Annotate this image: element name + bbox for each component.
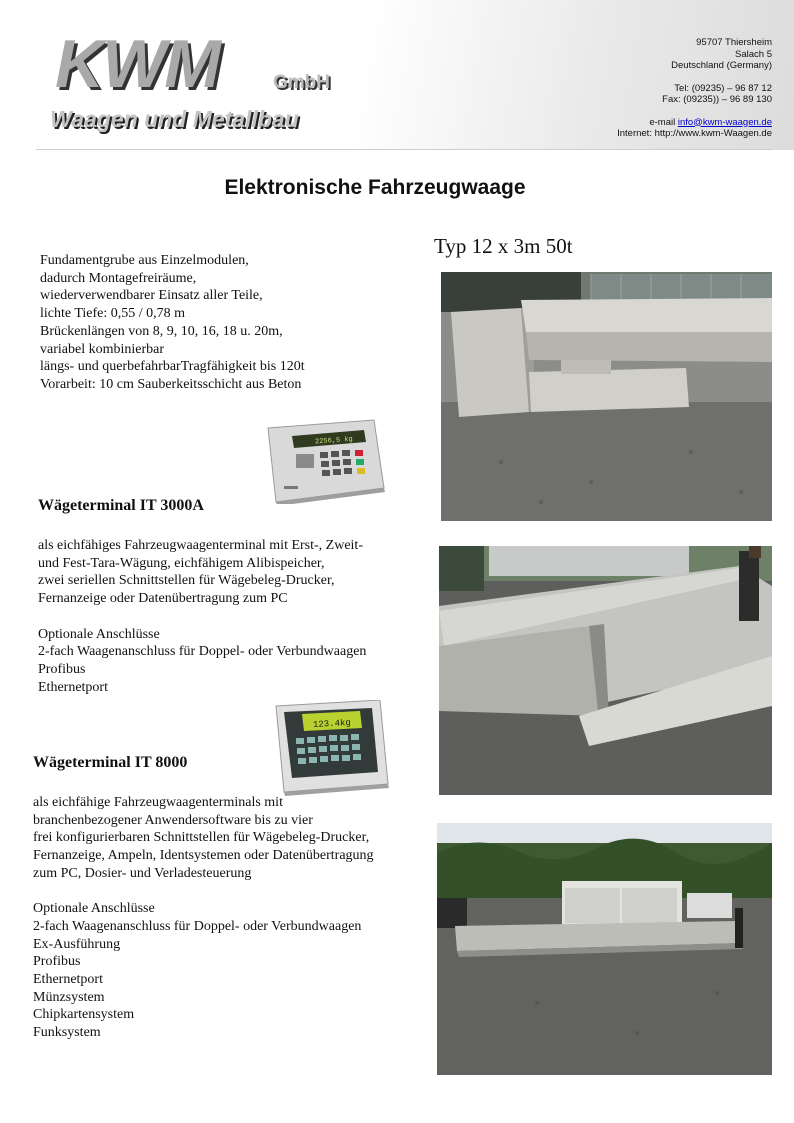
option-line: Chipkartensystem — [33, 1007, 135, 1023]
logo-kwm: KWM — [55, 26, 219, 102]
page-title: Elektronische Fahrzeugwaage — [224, 176, 526, 199]
desc-line: zwei seriellen Schnittstellen für Wägebeleg-Drucker, — [38, 573, 335, 589]
phone-line: Tel: (09235) – 96 87 12 — [674, 82, 772, 94]
options-title: Optionale Anschlüsse — [38, 626, 160, 642]
logo-gmbh: GmbH — [273, 72, 330, 93]
internet-line: Internet: http://www.kwm-Waagen.de — [617, 128, 772, 139]
option-line: 2-fach Waagenanschluss für Doppel- oder Verbundwaagen — [33, 918, 362, 934]
desc-line: und Fest-Tara-Wägung, eichfähigem Alibispeicher, — [38, 555, 325, 571]
option-line: 2-fach Waagenanschluss für Doppel- oder Verbundwaagen — [38, 644, 367, 660]
desc-line: Fernanzeige, Ampeln, Identsystemen oder Datenübertragung — [33, 848, 374, 864]
features-list — [40, 252, 305, 394]
photo-full-scale — [437, 823, 772, 1075]
terminal-display-text: 123.4kg — [312, 718, 352, 730]
feature-line: längs- und querbefahrbarTragfähigkeit bis 120t — [40, 359, 305, 375]
options-title: Optionale Anschlüsse — [33, 901, 155, 917]
desc-line: als eichfähiges Fahrzeugwaagenterminal mit Erst-, Zweit- — [38, 538, 363, 553]
option-line: Funksystem — [33, 1025, 101, 1041]
type-label: Typ 12 x 3m 50t — [434, 234, 573, 258]
option-line: Profibus — [33, 954, 81, 970]
desc-line: Fernanzeige oder Datenübertragung zum PC — [38, 591, 288, 607]
feature-line: Vorarbeit: 10 cm Sauberkeitsschicht aus Beton — [40, 376, 302, 392]
feature-line: lichte Tiefe: 0,55 / 0,78 m — [40, 306, 186, 322]
email-line — [617, 117, 772, 129]
it8000-description — [33, 794, 374, 1042]
terminal-it3000-image — [262, 418, 388, 504]
fax-line: Fax: (09235)) – 96 89 130 — [662, 94, 772, 105]
desc-line: branchenbezogener Anwendersoftware bis zu vier — [33, 812, 313, 828]
option-line: Ethernetport — [33, 972, 103, 988]
address-line: 95707 Thiersheim — [696, 37, 772, 48]
desc-line: als eichfähige Fahrzeugwaagenterminals mit — [33, 795, 283, 810]
option-line: Münzsystem — [33, 989, 105, 1005]
address-line: Deutschland (Germany) — [671, 60, 772, 71]
company-logo — [50, 26, 355, 140]
terminal-display-text: 2256,5 kg — [314, 435, 354, 447]
photo-foundation-module — [441, 272, 772, 521]
email-link[interactable]: info@kwm-waagen.de — [677, 116, 772, 128]
feature-line: Fundamentgrube aus Einzelmodulen, — [40, 253, 249, 268]
feature-line: variabel kombinierbar — [40, 341, 165, 357]
terminal-it8000-image — [272, 700, 392, 796]
feature-line: Brückenlängen von 8, 9, 10, 16, 18 u. 20m, — [40, 323, 283, 339]
option-line: Profibus — [38, 661, 86, 677]
it3000-title: Wägeterminal IT 3000A — [38, 497, 204, 514]
option-line: Ex-Ausführung — [33, 936, 121, 952]
header-divider — [36, 149, 772, 150]
photo-scale-platform — [439, 546, 772, 795]
desc-line: zum PC, Dosier- und Verladesteuerung — [33, 865, 252, 881]
logo-tagline: Waagen und Metallbau — [50, 106, 299, 132]
contact-block — [617, 37, 772, 140]
email-label: e-mail — [649, 116, 678, 128]
address-line: Salach 5 — [735, 48, 772, 60]
feature-line: wiederverwendbarer Einsatz aller Teile, — [40, 288, 263, 304]
it3000-description — [38, 537, 366, 696]
option-line: Ethernetport — [38, 679, 108, 695]
desc-line: frei konfigurierbaren Schnittstellen für Wägebeleg-Drucker, — [33, 830, 370, 846]
it8000-title: Wägeterminal IT 8000 — [33, 754, 188, 771]
feature-line: dadurch Montagefreiräume, — [40, 270, 197, 286]
